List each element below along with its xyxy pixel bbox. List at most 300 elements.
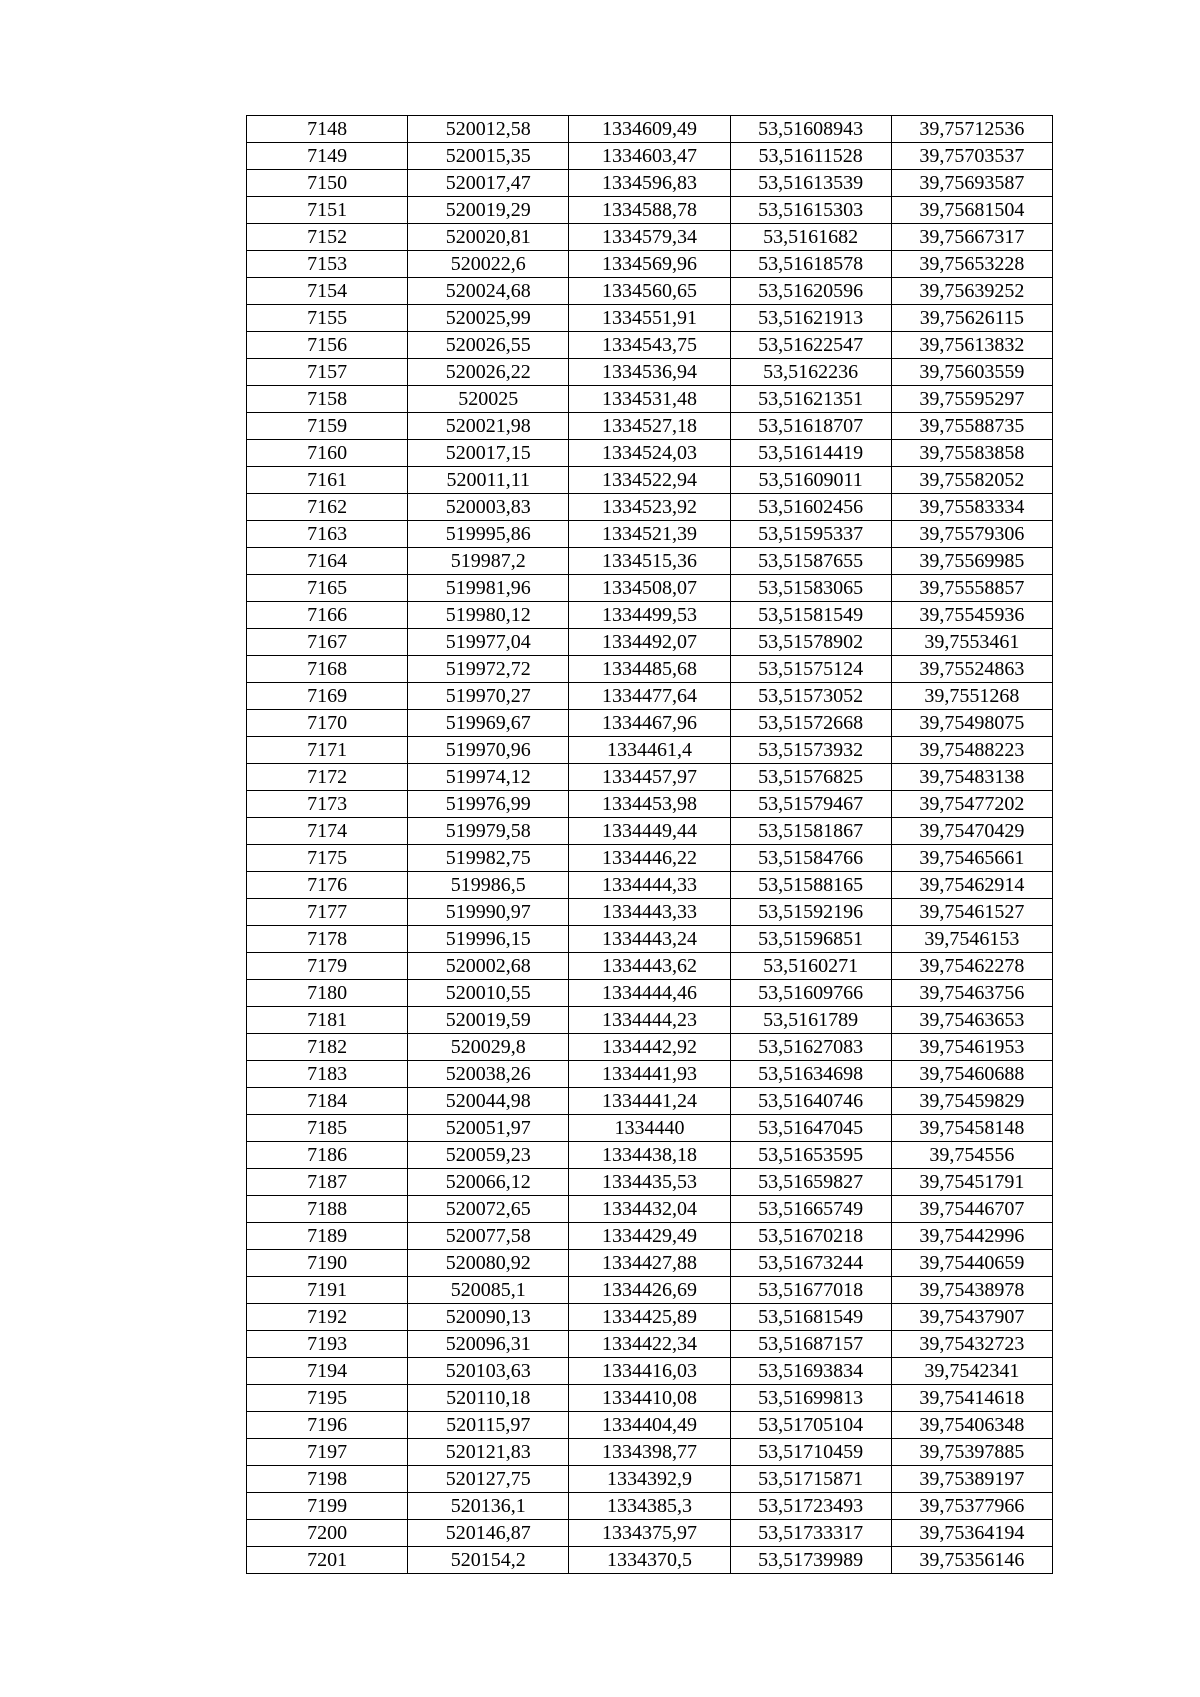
x-coordinate-cell: 520021,98: [408, 413, 569, 440]
x-coordinate-cell: 520019,59: [408, 1007, 569, 1034]
longitude-cell: 39,75595297: [891, 386, 1052, 413]
x-coordinate-cell: 520080,92: [408, 1250, 569, 1277]
longitude-cell: 39,75498075: [891, 710, 1052, 737]
table-row: [247, 1439, 1053, 1466]
y-coordinate-cell: 1334508,07: [569, 575, 730, 602]
y-coordinate-cell: 1334425,89: [569, 1304, 730, 1331]
x-coordinate-cell: 519977,04: [408, 629, 569, 656]
y-coordinate-cell: 1334560,65: [569, 278, 730, 305]
y-coordinate-cell: 1334429,49: [569, 1223, 730, 1250]
latitude-cell: 53,51621351: [730, 386, 891, 413]
x-coordinate-cell: 520015,35: [408, 143, 569, 170]
table-row: [247, 1304, 1053, 1331]
y-coordinate-cell: 1334404,49: [569, 1412, 730, 1439]
x-coordinate-cell: 520025,99: [408, 305, 569, 332]
longitude-cell: 39,75569985: [891, 548, 1052, 575]
longitude-cell: 39,7542341: [891, 1358, 1052, 1385]
x-coordinate-cell: 519970,27: [408, 683, 569, 710]
longitude-cell: 39,75582052: [891, 467, 1052, 494]
y-coordinate-cell: 1334499,53: [569, 602, 730, 629]
x-coordinate-cell: 520121,83: [408, 1439, 569, 1466]
latitude-cell: 53,51640746: [730, 1088, 891, 1115]
table-row: [247, 116, 1053, 143]
y-coordinate-cell: 1334370,5: [569, 1547, 730, 1574]
table-row: [247, 521, 1053, 548]
latitude-cell: 53,51595337: [730, 521, 891, 548]
longitude-cell: 39,75653228: [891, 251, 1052, 278]
point-number-cell: 7178: [247, 926, 408, 953]
point-number-cell: 7198: [247, 1466, 408, 1493]
point-number-cell: 7174: [247, 818, 408, 845]
table-row: [247, 332, 1053, 359]
x-coordinate-cell: 519972,72: [408, 656, 569, 683]
x-coordinate-cell: 520103,63: [408, 1358, 569, 1385]
latitude-cell: 53,51659827: [730, 1169, 891, 1196]
point-number-cell: 7169: [247, 683, 408, 710]
longitude-cell: 39,75389197: [891, 1466, 1052, 1493]
latitude-cell: 53,51627083: [730, 1034, 891, 1061]
point-number-cell: 7173: [247, 791, 408, 818]
y-coordinate-cell: 1334527,18: [569, 413, 730, 440]
latitude-cell: 53,51596851: [730, 926, 891, 953]
point-number-cell: 7185: [247, 1115, 408, 1142]
point-number-cell: 7187: [247, 1169, 408, 1196]
point-number-cell: 7156: [247, 332, 408, 359]
x-coordinate-cell: 519969,67: [408, 710, 569, 737]
y-coordinate-cell: 1334524,03: [569, 440, 730, 467]
table-row: [247, 1007, 1053, 1034]
latitude-cell: 53,51653595: [730, 1142, 891, 1169]
longitude-cell: 39,75639252: [891, 278, 1052, 305]
x-coordinate-cell: 519976,99: [408, 791, 569, 818]
point-number-cell: 7153: [247, 251, 408, 278]
point-number-cell: 7197: [247, 1439, 408, 1466]
table-row: [247, 1115, 1053, 1142]
table-row: [247, 1493, 1053, 1520]
latitude-cell: 53,5161682: [730, 224, 891, 251]
coordinates-table-body: [247, 116, 1053, 1574]
x-coordinate-cell: 520026,22: [408, 359, 569, 386]
longitude-cell: 39,75461527: [891, 899, 1052, 926]
latitude-cell: 53,51647045: [730, 1115, 891, 1142]
table-row: [247, 629, 1053, 656]
table-row: [247, 1169, 1053, 1196]
y-coordinate-cell: 1334426,69: [569, 1277, 730, 1304]
latitude-cell: 53,51618578: [730, 251, 891, 278]
point-number-cell: 7151: [247, 197, 408, 224]
longitude-cell: 39,75460688: [891, 1061, 1052, 1088]
x-coordinate-cell: 520038,26: [408, 1061, 569, 1088]
y-coordinate-cell: 1334427,88: [569, 1250, 730, 1277]
table-row: [247, 656, 1053, 683]
point-number-cell: 7201: [247, 1547, 408, 1574]
x-coordinate-cell: 520017,15: [408, 440, 569, 467]
y-coordinate-cell: 1334543,75: [569, 332, 730, 359]
point-number-cell: 7179: [247, 953, 408, 980]
table-row: [247, 1358, 1053, 1385]
y-coordinate-cell: 1334375,97: [569, 1520, 730, 1547]
longitude-cell: 39,7546153: [891, 926, 1052, 953]
longitude-cell: 39,75583858: [891, 440, 1052, 467]
point-number-cell: 7165: [247, 575, 408, 602]
longitude-cell: 39,75463756: [891, 980, 1052, 1007]
x-coordinate-cell: 520072,65: [408, 1196, 569, 1223]
table-row: [247, 386, 1053, 413]
table-row: [247, 710, 1053, 737]
longitude-cell: 39,754556: [891, 1142, 1052, 1169]
longitude-cell: 39,75377966: [891, 1493, 1052, 1520]
table-row: [247, 305, 1053, 332]
y-coordinate-cell: 1334457,97: [569, 764, 730, 791]
latitude-cell: 53,51572668: [730, 710, 891, 737]
point-number-cell: 7171: [247, 737, 408, 764]
longitude-cell: 39,75446707: [891, 1196, 1052, 1223]
y-coordinate-cell: 1334438,18: [569, 1142, 730, 1169]
x-coordinate-cell: 520011,11: [408, 467, 569, 494]
y-coordinate-cell: 1334461,4: [569, 737, 730, 764]
point-number-cell: 7168: [247, 656, 408, 683]
point-number-cell: 7186: [247, 1142, 408, 1169]
y-coordinate-cell: 1334444,23: [569, 1007, 730, 1034]
point-number-cell: 7161: [247, 467, 408, 494]
x-coordinate-cell: 519996,15: [408, 926, 569, 953]
point-number-cell: 7189: [247, 1223, 408, 1250]
table-row: [247, 872, 1053, 899]
point-number-cell: 7166: [247, 602, 408, 629]
point-number-cell: 7191: [247, 1277, 408, 1304]
y-coordinate-cell: 1334416,03: [569, 1358, 730, 1385]
x-coordinate-cell: 519987,2: [408, 548, 569, 575]
point-number-cell: 7148: [247, 116, 408, 143]
y-coordinate-cell: 1334446,22: [569, 845, 730, 872]
y-coordinate-cell: 1334432,04: [569, 1196, 730, 1223]
table-row: [247, 1088, 1053, 1115]
latitude-cell: 53,51620596: [730, 278, 891, 305]
latitude-cell: 53,51573052: [730, 683, 891, 710]
latitude-cell: 53,51614419: [730, 440, 891, 467]
x-coordinate-cell: 519974,12: [408, 764, 569, 791]
longitude-cell: 39,75583334: [891, 494, 1052, 521]
table-row: [247, 278, 1053, 305]
latitude-cell: 53,51611528: [730, 143, 891, 170]
table-row: [247, 548, 1053, 575]
longitude-cell: 39,75603559: [891, 359, 1052, 386]
y-coordinate-cell: 1334443,33: [569, 899, 730, 926]
latitude-cell: 53,51573932: [730, 737, 891, 764]
longitude-cell: 39,75406348: [891, 1412, 1052, 1439]
latitude-cell: 53,51670218: [730, 1223, 891, 1250]
x-coordinate-cell: 520085,1: [408, 1277, 569, 1304]
x-coordinate-cell: 520044,98: [408, 1088, 569, 1115]
point-number-cell: 7181: [247, 1007, 408, 1034]
x-coordinate-cell: 519970,96: [408, 737, 569, 764]
point-number-cell: 7188: [247, 1196, 408, 1223]
longitude-cell: 39,75437907: [891, 1304, 1052, 1331]
longitude-cell: 39,75703537: [891, 143, 1052, 170]
longitude-cell: 39,75414618: [891, 1385, 1052, 1412]
table-row: [247, 1520, 1053, 1547]
point-number-cell: 7149: [247, 143, 408, 170]
latitude-cell: 53,51583065: [730, 575, 891, 602]
table-row: [247, 1061, 1053, 1088]
x-coordinate-cell: 520096,31: [408, 1331, 569, 1358]
table-row: [247, 845, 1053, 872]
table-row: [247, 251, 1053, 278]
x-coordinate-cell: 520066,12: [408, 1169, 569, 1196]
table-row: [247, 1142, 1053, 1169]
point-number-cell: 7175: [247, 845, 408, 872]
latitude-cell: 53,51739989: [730, 1547, 891, 1574]
table-row: [247, 791, 1053, 818]
coordinates-table: [246, 115, 1053, 1574]
x-coordinate-cell: 519995,86: [408, 521, 569, 548]
latitude-cell: 53,51618707: [730, 413, 891, 440]
latitude-cell: 53,51723493: [730, 1493, 891, 1520]
x-coordinate-cell: 520022,6: [408, 251, 569, 278]
latitude-cell: 53,51710459: [730, 1439, 891, 1466]
latitude-cell: 53,51615303: [730, 197, 891, 224]
latitude-cell: 53,5161789: [730, 1007, 891, 1034]
y-coordinate-cell: 1334443,62: [569, 953, 730, 980]
x-coordinate-cell: 519990,97: [408, 899, 569, 926]
longitude-cell: 39,75558857: [891, 575, 1052, 602]
point-number-cell: 7176: [247, 872, 408, 899]
longitude-cell: 39,75524863: [891, 656, 1052, 683]
latitude-cell: 53,51621913: [730, 305, 891, 332]
table-row: [247, 683, 1053, 710]
y-coordinate-cell: 1334531,48: [569, 386, 730, 413]
x-coordinate-cell: 520026,55: [408, 332, 569, 359]
latitude-cell: 53,51575124: [730, 656, 891, 683]
x-coordinate-cell: 520077,58: [408, 1223, 569, 1250]
latitude-cell: 53,51588165: [730, 872, 891, 899]
table-row: [247, 1223, 1053, 1250]
latitude-cell: 53,5160271: [730, 953, 891, 980]
point-number-cell: 7194: [247, 1358, 408, 1385]
point-number-cell: 7160: [247, 440, 408, 467]
longitude-cell: 39,75463653: [891, 1007, 1052, 1034]
point-number-cell: 7199: [247, 1493, 408, 1520]
longitude-cell: 39,75432723: [891, 1331, 1052, 1358]
x-coordinate-cell: 519980,12: [408, 602, 569, 629]
latitude-cell: 53,51677018: [730, 1277, 891, 1304]
latitude-cell: 53,51581549: [730, 602, 891, 629]
longitude-cell: 39,75364194: [891, 1520, 1052, 1547]
table-row: [247, 224, 1053, 251]
longitude-cell: 39,75488223: [891, 737, 1052, 764]
point-number-cell: 7150: [247, 170, 408, 197]
y-coordinate-cell: 1334444,33: [569, 872, 730, 899]
table-row: [247, 1547, 1053, 1574]
point-number-cell: 7192: [247, 1304, 408, 1331]
x-coordinate-cell: 520029,8: [408, 1034, 569, 1061]
y-coordinate-cell: 1334385,3: [569, 1493, 730, 1520]
x-coordinate-cell: 520051,97: [408, 1115, 569, 1142]
latitude-cell: 53,51581867: [730, 818, 891, 845]
point-number-cell: 7167: [247, 629, 408, 656]
y-coordinate-cell: 1334467,96: [569, 710, 730, 737]
table-row: [247, 197, 1053, 224]
longitude-cell: 39,75438978: [891, 1277, 1052, 1304]
longitude-cell: 39,75626115: [891, 305, 1052, 332]
y-coordinate-cell: 1334443,24: [569, 926, 730, 953]
y-coordinate-cell: 1334441,93: [569, 1061, 730, 1088]
y-coordinate-cell: 1334523,92: [569, 494, 730, 521]
latitude-cell: 53,51579467: [730, 791, 891, 818]
point-number-cell: 7180: [247, 980, 408, 1007]
y-coordinate-cell: 1334551,91: [569, 305, 730, 332]
table-row: [247, 359, 1053, 386]
longitude-cell: 39,75462278: [891, 953, 1052, 980]
point-number-cell: 7163: [247, 521, 408, 548]
table-row: [247, 602, 1053, 629]
latitude-cell: 53,51715871: [730, 1466, 891, 1493]
longitude-cell: 39,75545936: [891, 602, 1052, 629]
y-coordinate-cell: 1334435,53: [569, 1169, 730, 1196]
longitude-cell: 39,7553461: [891, 629, 1052, 656]
latitude-cell: 53,51693834: [730, 1358, 891, 1385]
x-coordinate-cell: 520025: [408, 386, 569, 413]
y-coordinate-cell: 1334536,94: [569, 359, 730, 386]
table-row: [247, 764, 1053, 791]
point-number-cell: 7177: [247, 899, 408, 926]
y-coordinate-cell: 1334449,44: [569, 818, 730, 845]
point-number-cell: 7200: [247, 1520, 408, 1547]
longitude-cell: 39,75477202: [891, 791, 1052, 818]
y-coordinate-cell: 1334422,34: [569, 1331, 730, 1358]
y-coordinate-cell: 1334521,39: [569, 521, 730, 548]
longitude-cell: 39,75465661: [891, 845, 1052, 872]
x-coordinate-cell: 520136,1: [408, 1493, 569, 1520]
latitude-cell: 53,51665749: [730, 1196, 891, 1223]
x-coordinate-cell: 520020,81: [408, 224, 569, 251]
table-row: [247, 1034, 1053, 1061]
latitude-cell: 53,51609011: [730, 467, 891, 494]
x-coordinate-cell: 520154,2: [408, 1547, 569, 1574]
latitude-cell: 53,51608943: [730, 116, 891, 143]
point-number-cell: 7190: [247, 1250, 408, 1277]
table-row: [247, 1196, 1053, 1223]
y-coordinate-cell: 1334442,92: [569, 1034, 730, 1061]
y-coordinate-cell: 1334398,77: [569, 1439, 730, 1466]
table-row: [247, 575, 1053, 602]
table-row: [247, 467, 1053, 494]
point-number-cell: 7184: [247, 1088, 408, 1115]
longitude-cell: 39,75470429: [891, 818, 1052, 845]
point-number-cell: 7195: [247, 1385, 408, 1412]
longitude-cell: 39,75712536: [891, 116, 1052, 143]
y-coordinate-cell: 1334392,9: [569, 1466, 730, 1493]
x-coordinate-cell: 520003,83: [408, 494, 569, 521]
y-coordinate-cell: 1334477,64: [569, 683, 730, 710]
latitude-cell: 53,51673244: [730, 1250, 891, 1277]
table-row: [247, 1385, 1053, 1412]
longitude-cell: 39,75356146: [891, 1547, 1052, 1574]
x-coordinate-cell: 520146,87: [408, 1520, 569, 1547]
latitude-cell: 53,51578902: [730, 629, 891, 656]
longitude-cell: 39,7551268: [891, 683, 1052, 710]
table-row: [247, 1250, 1053, 1277]
y-coordinate-cell: 1334492,07: [569, 629, 730, 656]
point-number-cell: 7158: [247, 386, 408, 413]
latitude-cell: 53,51613539: [730, 170, 891, 197]
table-row: [247, 1412, 1053, 1439]
x-coordinate-cell: 519986,5: [408, 872, 569, 899]
longitude-cell: 39,75588735: [891, 413, 1052, 440]
point-number-cell: 7159: [247, 413, 408, 440]
point-number-cell: 7170: [247, 710, 408, 737]
latitude-cell: 53,51602456: [730, 494, 891, 521]
y-coordinate-cell: 1334569,96: [569, 251, 730, 278]
point-number-cell: 7183: [247, 1061, 408, 1088]
latitude-cell: 53,51634698: [730, 1061, 891, 1088]
y-coordinate-cell: 1334453,98: [569, 791, 730, 818]
table-row: [247, 1466, 1053, 1493]
table-row: [247, 1331, 1053, 1358]
longitude-cell: 39,75667317: [891, 224, 1052, 251]
y-coordinate-cell: 1334485,68: [569, 656, 730, 683]
point-number-cell: 7162: [247, 494, 408, 521]
x-coordinate-cell: 519981,96: [408, 575, 569, 602]
longitude-cell: 39,75462914: [891, 872, 1052, 899]
y-coordinate-cell: 1334515,36: [569, 548, 730, 575]
longitude-cell: 39,75459829: [891, 1088, 1052, 1115]
latitude-cell: 53,5162236: [730, 359, 891, 386]
y-coordinate-cell: 1334603,47: [569, 143, 730, 170]
table-row: [247, 143, 1053, 170]
point-number-cell: 7196: [247, 1412, 408, 1439]
point-number-cell: 7172: [247, 764, 408, 791]
longitude-cell: 39,75579306: [891, 521, 1052, 548]
latitude-cell: 53,51609766: [730, 980, 891, 1007]
point-number-cell: 7193: [247, 1331, 408, 1358]
latitude-cell: 53,51705104: [730, 1412, 891, 1439]
y-coordinate-cell: 1334588,78: [569, 197, 730, 224]
x-coordinate-cell: 520012,58: [408, 116, 569, 143]
point-number-cell: 7154: [247, 278, 408, 305]
table-row: [247, 170, 1053, 197]
longitude-cell: 39,75693587: [891, 170, 1052, 197]
table-row: [247, 953, 1053, 980]
latitude-cell: 53,51681549: [730, 1304, 891, 1331]
latitude-cell: 53,51699813: [730, 1385, 891, 1412]
x-coordinate-cell: 520010,55: [408, 980, 569, 1007]
point-number-cell: 7164: [247, 548, 408, 575]
longitude-cell: 39,75461953: [891, 1034, 1052, 1061]
y-coordinate-cell: 1334410,08: [569, 1385, 730, 1412]
latitude-cell: 53,51584766: [730, 845, 891, 872]
x-coordinate-cell: 520017,47: [408, 170, 569, 197]
point-number-cell: 7157: [247, 359, 408, 386]
latitude-cell: 53,51622547: [730, 332, 891, 359]
y-coordinate-cell: 1334609,49: [569, 116, 730, 143]
longitude-cell: 39,75440659: [891, 1250, 1052, 1277]
table-row: [247, 926, 1053, 953]
x-coordinate-cell: 520059,23: [408, 1142, 569, 1169]
table-row: [247, 899, 1053, 926]
point-number-cell: 7155: [247, 305, 408, 332]
latitude-cell: 53,51733317: [730, 1520, 891, 1547]
y-coordinate-cell: 1334444,46: [569, 980, 730, 1007]
table-row: [247, 1277, 1053, 1304]
x-coordinate-cell: 520002,68: [408, 953, 569, 980]
table-row: [247, 494, 1053, 521]
point-number-cell: 7182: [247, 1034, 408, 1061]
longitude-cell: 39,75483138: [891, 764, 1052, 791]
y-coordinate-cell: 1334440: [569, 1115, 730, 1142]
y-coordinate-cell: 1334522,94: [569, 467, 730, 494]
longitude-cell: 39,75451791: [891, 1169, 1052, 1196]
